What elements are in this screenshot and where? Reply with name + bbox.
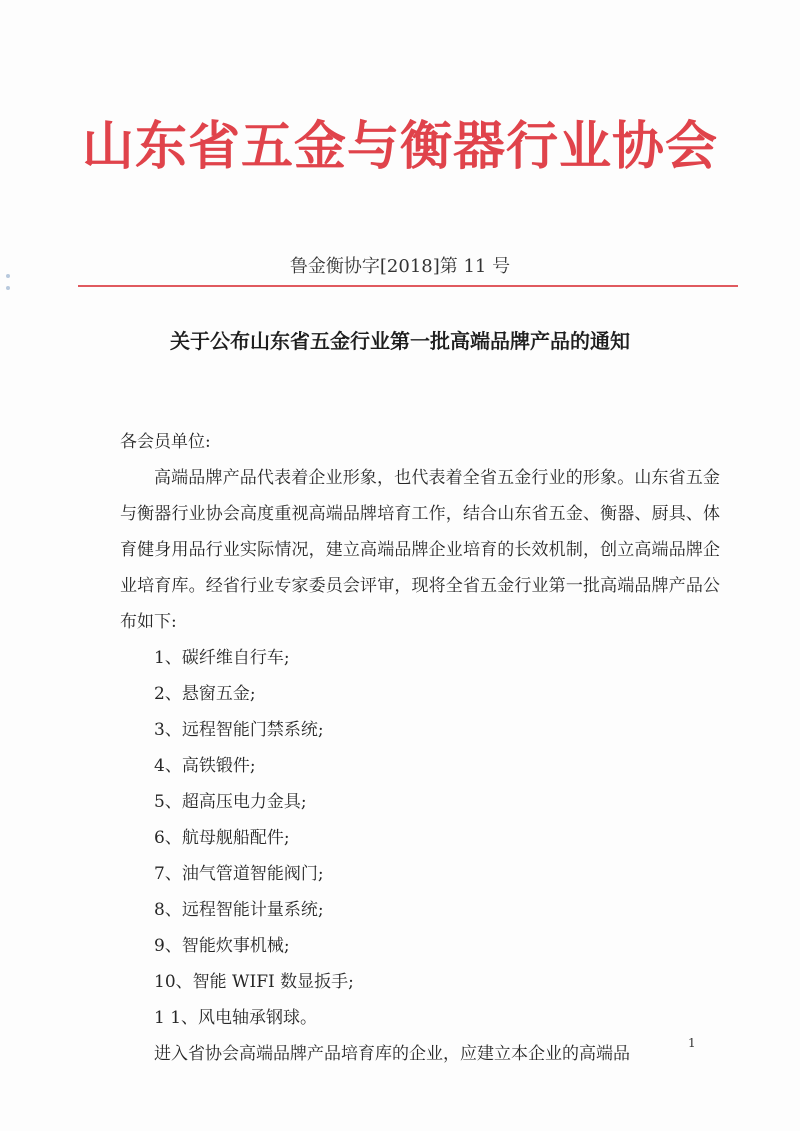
red-divider-line [78, 285, 738, 287]
intro-paragraph: 高端品牌产品代表着企业形象，也代表着全省五金行业的形象。山东省五金与衡器行业协会高度重视高端品牌培育工作，结合山东省五金、衡器、厨具、体育健身用品行业实际情况，建立高端品牌企业培育的长效机制，创立高端品牌企业培育库。经省行业专家委员会评审，现将全省五金行业第一批高端品牌产品公布如下: [120, 468, 720, 632]
page-number: 1 [688, 1036, 696, 1050]
scan-mark [6, 286, 10, 290]
product-list [120, 640, 720, 1036]
document-number: 鲁金衡协字[2018]第 11 号 [289, 256, 511, 277]
product-item: 1、碳纤维自行车; [154, 648, 290, 668]
product-item: 9、智能炊事机械; [154, 936, 290, 956]
product-item: 2、悬窗五金; [154, 684, 256, 704]
product-item: 6、航母舰船配件; [154, 828, 290, 848]
notice-body [120, 424, 720, 1072]
product-item: 4、高铁锻件; [154, 756, 256, 776]
letterhead-title: 山东省五金与衡器行业协会 [81, 116, 718, 177]
closing-paragraph: 进入省协会高端品牌产品培育库的企业，应建立本企业的高端品 [154, 1044, 630, 1064]
notice-title: 关于公布山东省五金行业第一批高端品牌产品的通知 [170, 329, 630, 353]
product-item: 10、智能 WIFI 数显扳手; [154, 972, 354, 992]
product-item: 1 1、风电轴承钢球。 [154, 1008, 318, 1028]
product-item: 7、油气管道智能阀门; [154, 864, 324, 884]
product-item: 3、远程智能门禁系统; [154, 720, 324, 740]
product-item: 8、远程智能计量系统; [154, 900, 324, 920]
salutation: 各会员单位: [120, 432, 211, 452]
product-item: 5、超高压电力金具; [154, 792, 307, 812]
